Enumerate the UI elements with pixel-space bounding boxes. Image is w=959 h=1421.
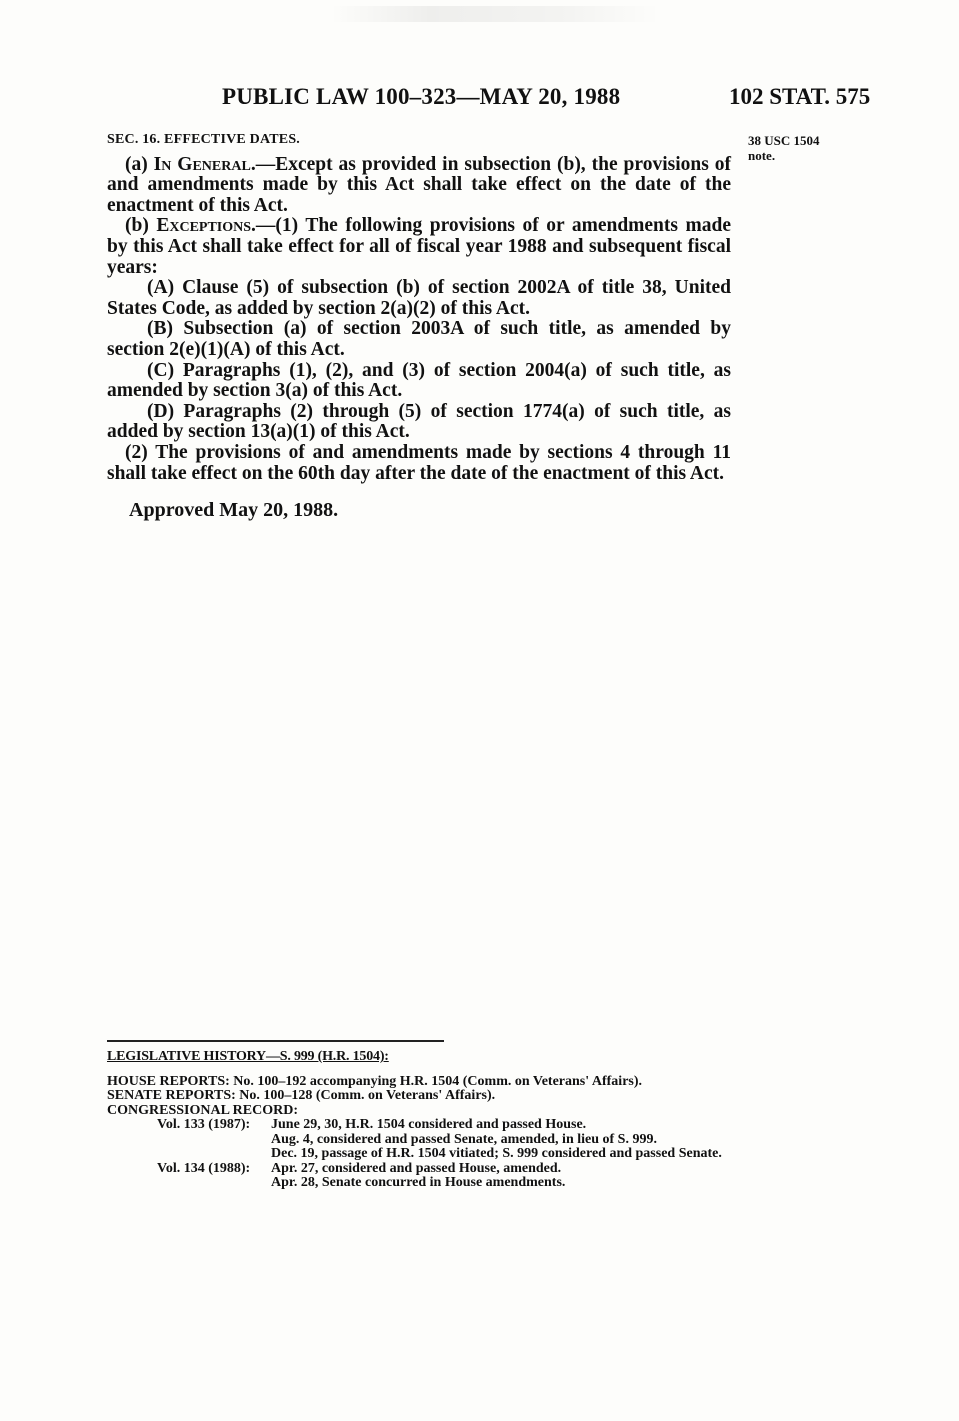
subsection-b-text: .—(1) The following provisions of or amendments made by this Act shall take effect for all of fiscal year 1988 and subsequent fiscal years: [107, 215, 731, 278]
section-body [107, 130, 731, 521]
record-entry: June 29, 30, H.R. 1504 considered and passed House. [271, 1117, 587, 1132]
record-entry: Aug. 4, considered and passed Senate, amended, in lieu of S. 999. [271, 1131, 657, 1147]
margin-note [748, 133, 858, 163]
paragraph-2: (2) The provisions of and amendments made by sections 4 through 11 shall take effect on the 60th day after the date of the enactment of this Act. [107, 441, 731, 484]
section-heading: SEC. 16. EFFECTIVE DATES. [107, 132, 301, 147]
record-entry: Dec. 19, passage of H.R. 1504 vitiated; S. 999 considered and passed Senate. [271, 1146, 722, 1161]
page-header-title: PUBLIC LAW 100–323—MAY 20, 1988 [222, 84, 621, 109]
margin-note-suffix: note. [748, 148, 776, 163]
list-item-b: (B) Subsection (a) of section 2003A of such title, as amended by section 2(e)(1)(A) of this Act. [107, 318, 731, 360]
record-vol-134-label: Vol. 134 (1988): [157, 1160, 251, 1176]
house-reports: HOUSE REPORTS: No. 100–192 accompanying H.R. 1504 (Comm. on Veterans' Affairs). [107, 1073, 643, 1089]
record-vol-133-label: Vol. 133 (1987): [157, 1117, 251, 1132]
list-item-c: (C) Paragraphs (1), (2), and (3) of section 2004(a) of such title, as amended by section 3(a) of this Act. [107, 359, 731, 402]
senate-reports: SENATE REPORTS: No. 100–128 (Comm. on Veterans' Affairs). [107, 1088, 496, 1103]
page-header-stat: 102 STAT. 575 [729, 84, 871, 109]
legislative-history [107, 1050, 731, 1191]
record-entry: Apr. 27, considered and passed House, amended. [271, 1160, 562, 1176]
approval-line: Approved May 20, 1988. [129, 499, 339, 522]
record-vol-133 [107, 1118, 731, 1133]
history-divider [107, 1040, 444, 1042]
congressional-record-heading: CONGRESSIONAL RECORD: [107, 1102, 298, 1118]
scan-artifact [330, 6, 660, 22]
margin-note-citation: 38 USC 1504 [748, 133, 820, 148]
record-entry: Apr. 28, Senate concurred in House amendments. [271, 1175, 566, 1190]
record-vol-134 [107, 1162, 731, 1177]
history-heading: LEGISLATIVE HISTORY—S. 999 (H.R. 1504): [107, 1049, 389, 1064]
subsection-a: (a) In General.—Except as provided in subsection (b), the provisions of and amendments made by this Act shall take effect on the date of the enactment of this Act. [107, 153, 731, 216]
list-item-d: (D) Paragraphs (2) through (5) of section 1774(a) of such title, as added by section 13(a)(1) of this Act. [107, 400, 731, 443]
subsection-b-caption: Exceptions [156, 215, 252, 237]
subsection-a-caption: In General [153, 153, 251, 175]
subsection-a-text: .—Except as provided in subsection (b), the provisions of and amendments made by this Act shall take effect on the date of the enactment of this Act. [107, 153, 731, 216]
list-item-a: (A) Clause (5) of subsection (b) of section 2002A of title 38, United States Code, as added by section 2(a)(2) of this Act. [107, 277, 731, 319]
subsection-b: (b) Exceptions.—(1) The following provisions of or amendments made by this Act shall take effect for all of fiscal year 1988 and subsequent fiscal years: [107, 215, 731, 278]
